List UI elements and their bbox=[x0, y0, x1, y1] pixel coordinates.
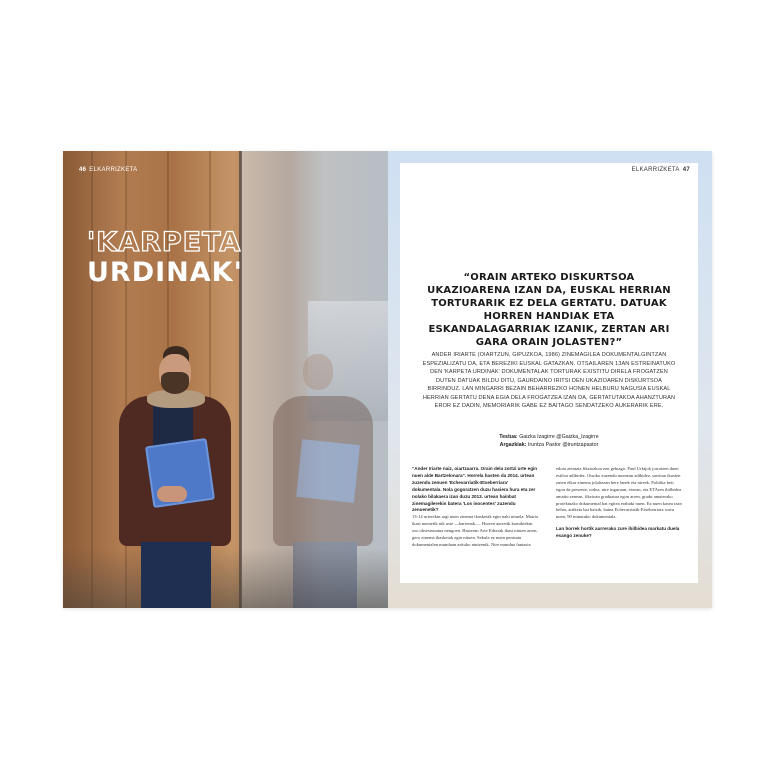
headline-outline: 'KARPETA bbox=[87, 227, 242, 258]
jeans bbox=[141, 542, 211, 608]
left-page bbox=[63, 151, 388, 608]
article-intro: ANDER IRIARTE (OIARTZUN, GIPUZKOA, 1986) ZINEMAGILEA DOKUMENTALGINTZAN ESPEZIALIZATU DA, ETA BEREZIKI EUSKAL GATAZKAN. OTSAILAREN 13AN ESTREINATUKO DEN 'KARPETA URDINAK' DOKUMENTALAK TORTURAK EXISTITU DIRELA FROGATZEN DUTEN DATUAK BILDU DITU, GAURDAINO IRITSI DEN UKAZIOAREN DISKURTSOA BIRRINDUZ. LAN MINGARRI BEZAIN BEHARREZKO HONEN HELBURU NAGUSIA EUSKAL HERRIAN GERTATU DENA EGIA DELA FROGATZEA IZAN DA, GERTATUTAKOA AHANZTURAN EROR EZ DADIN, MEMORIARIK GABE EZ BAITAGO SENDATZEKO AUKERARIK ERE. bbox=[422, 352, 676, 409]
reflected-folder bbox=[296, 439, 360, 503]
wood-panel-seam bbox=[91, 151, 93, 608]
page-number: 47 bbox=[682, 167, 690, 173]
section-label: ELKARRIZKETA bbox=[89, 167, 138, 173]
section-label: ELKARRIZKETA bbox=[631, 167, 680, 173]
body-column-1 bbox=[412, 466, 538, 549]
reflected-head bbox=[303, 354, 333, 390]
pull-quote: “ORAIN ARTEKO DISKURTSOA UKAZIOARENA IZAN DA, EUSKAL HERRIAN TORTURARIK EZ DELA GERTATU. DATUAK HORREN HANDIAK ETA ESKANDALAGARRIAK IZANIK, ZERTAN ARI GARA ORAIN JOLASTEN?” bbox=[427, 272, 671, 348]
interview-answer: edota zientzia fikziozkoa zen gehiago. Paul Urkijok jorratzen duen estiloa adibidez. Otsoko zuzendu nuenean adibidez, sarritan ikusten zuten elkar zinema jolaltzean bere lanek eta nireek. Politika beti egon da presente, ordea, nire inguruan, etxean, eta ETAren ibilbidea amaitu zenean, fikzioan graduatua egon arren, gradu amaierako proiektuzko dokumental bat egitea erabaki nuen. Ez nuen kasea izan behar, artiketa bat baizik, baina Echevarriatik-Etxeberriara sortu nuen, 90 minutuko dokumentala. bbox=[556, 466, 682, 520]
headline-solid: URDINAK' bbox=[87, 257, 243, 288]
page-folio-right bbox=[632, 167, 690, 173]
photo-credit: Argazkiak: Iruntza Pastor @iruntzapastor bbox=[499, 442, 599, 448]
hands bbox=[157, 486, 187, 502]
body-column-2 bbox=[556, 466, 682, 540]
beard bbox=[161, 372, 189, 394]
interview-question: “Ander Iriarte naiz, oiartzuarra. Orain dela zortzi urte egin nuen alde Bartzelonara”. Horrela hasten da 2014. urtean zuzendu zenuen 'Echevarriatik-Etxeberriara' dokumentala. Nola gogoratzen duzu hasiera hura eta zer nolako bilakaera izan duzu 2013. urtean hainbat zinemagilerekin batera 'Los inocentes' zuzendu zenuenetik? bbox=[412, 466, 538, 513]
article-card bbox=[400, 163, 698, 583]
article-credits bbox=[420, 433, 678, 449]
reflected-jeans bbox=[293, 542, 357, 608]
text-credit: Testua: Gaizka Izagirre @Gaizka_Izagirre bbox=[499, 434, 599, 440]
interview-answer: 13-14 urterekin argi nuen zinema ikasketak egin nahi nituela. Matria ikasi nuenetik nik uste —barrenak—. Horren aurretik komikiekin oso obsesionatua nengoen. Hasieran Arte Ederrak ikasi nituen arren, gero zinema ikasketak egin nituen. Sekula ez nuen pentsatu dokumentalen munduan arituko nintzenik. Nire mundua fantasia bbox=[412, 514, 538, 547]
page-folio-left bbox=[79, 167, 137, 173]
interview-question: Lan horrek hortik aurrerako zure ibilbidea markatu duela esango zenuke? bbox=[556, 526, 680, 539]
glass-reflection bbox=[263, 346, 383, 608]
right-page bbox=[388, 151, 712, 608]
page-number: 46 bbox=[79, 167, 87, 173]
article-body bbox=[412, 466, 686, 578]
portrait-photo bbox=[103, 346, 253, 608]
magazine-spread bbox=[63, 151, 712, 608]
